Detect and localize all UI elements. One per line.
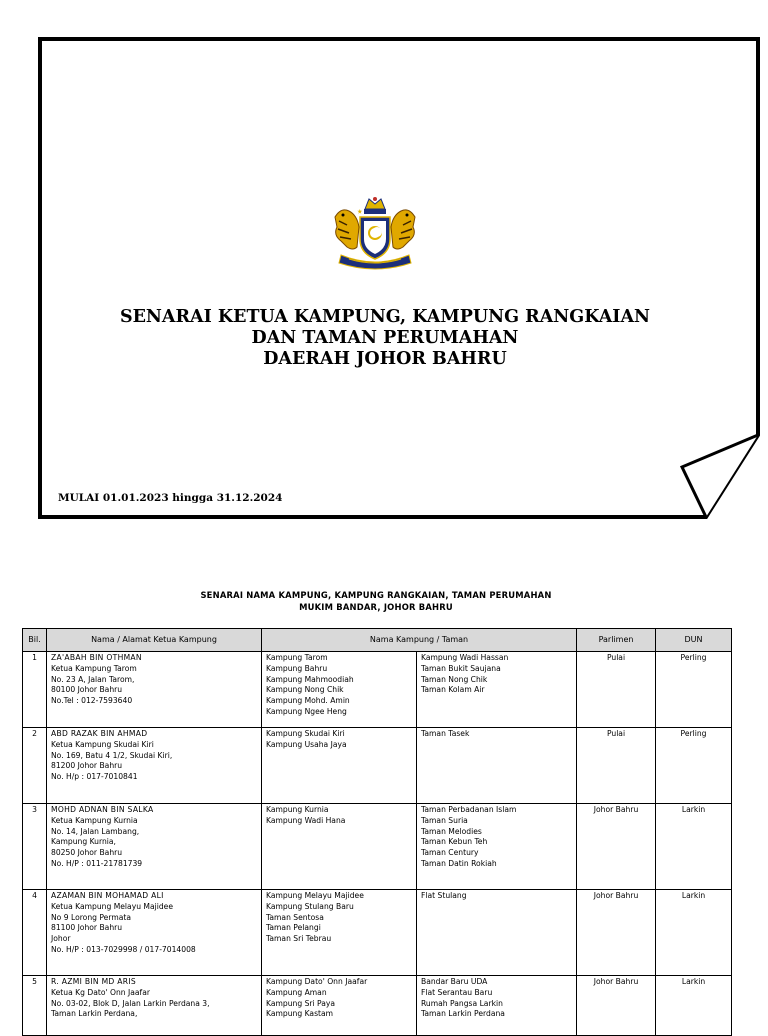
cell-line: No.Tel : 012-7593640 [51,696,133,706]
kampung-cell [262,728,417,804]
cell-line: Kampung Kurnia, [51,837,116,847]
cell-line: No 9 Lorong Permata [51,912,132,922]
bil-cell: 1 [23,652,47,728]
cell-line: No. 23 A, Jalan Tarom, [51,674,135,684]
cell-line: Kampung Aman [266,987,327,997]
cell-line: Kampung Kastam [266,1009,334,1019]
cell-line: Taman Tasek [421,729,470,738]
cell-line: Bandar Baru UDA [421,977,488,986]
cell-line: Johor [51,934,71,944]
cover-title [38,307,732,370]
list-title [0,589,752,613]
cell-line: Flat Serantau Baru [421,987,493,997]
ketua-cell [47,728,262,804]
taman-cell [417,804,577,890]
cell-line: 81200 Johor Bahru [51,761,123,771]
cell-line: 81100 Johor Bahru [51,923,123,933]
ketua-cell [47,890,262,976]
period-label: MULAI 01.01.2023 hingga 31.12.2024 [58,492,283,504]
cell-line: Kampung Mahmoodiah [266,674,354,684]
cell-line: Taman Century [421,848,479,858]
kampung-cell [262,890,417,976]
cover-title-line-3: DAERAH JOHOR BAHRU [263,349,507,369]
cell-line: AZAMAN BIN MOHAMAD ALI [51,891,164,900]
cell-line: Kampung Wadi Hassan [421,653,509,662]
cell-line: Kampung Skudai Kiri [266,729,345,738]
cell-line: Taman Larkin Perdana, [51,1009,138,1019]
cell-line: Ketua Kg Dato' Onn Jaafar [51,987,150,997]
table-row [23,652,732,728]
cell-line: No. 03-02, Blok D, Jalan Larkin Perdana 3, [51,998,210,1008]
dun-cell: Perling [656,728,732,804]
cell-line: Ketua Kampung Kurnia [51,815,138,825]
taman-cell [417,728,577,804]
dun-cell: Perling [656,652,732,728]
ketua-cell [47,976,262,1036]
cell-line: Kampung Ngee Heng [266,706,347,716]
cell-line: Ketua Kampung Skudai Kiri [51,739,154,749]
cover-border [38,37,760,519]
cover-title-line-2: DAN TAMAN PERUMAHAN [251,328,519,348]
parlimen-cell: Pulai [577,728,656,804]
parlimen-cell: Johor Bahru [577,804,656,890]
cell-line: Kampung Stulang Baru [266,901,354,911]
taman-cell [417,976,577,1036]
cell-line: Flat Stulang [421,891,467,900]
parlimen-cell: Johor Bahru [577,976,656,1036]
cell-line: Kampung Sri Paya [266,998,336,1008]
header-parlimen: Parlimen [577,629,656,652]
kampung-cell [262,652,417,728]
bil-cell: 5 [23,976,47,1036]
cell-line: Taman Sentosa [266,912,324,922]
cell-line: 80100 Johor Bahru [51,685,123,695]
taman-cell [417,652,577,728]
dun-cell: Larkin [656,804,732,890]
cell-line: No. 14, Jalan Lambang, [51,826,140,836]
cell-line: R. AZMI BIN MD ARIS [51,977,137,986]
cell-line: Kampung Mohd. Amin [266,696,350,706]
cell-line: Kampung Melayu Majidee [266,891,364,900]
parlimen-cell: Pulai [577,652,656,728]
table-header-row [23,629,732,652]
cell-line: Taman Datin Rokiah [421,858,497,868]
bil-cell: 4 [23,890,47,976]
dun-cell: Larkin [656,890,732,976]
parlimen-cell: Johor Bahru [577,890,656,976]
header-ketua: Nama / Alamat Ketua Kampung [47,629,262,652]
cell-line: Ketua Kampung Tarom [51,663,137,673]
ketua-cell [47,652,262,728]
list-title-line-1: SENARAI NAMA KAMPUNG, KAMPUNG RANGKAIAN, TAMAN PERUMAHAN [200,590,552,600]
cell-line: Taman Larkin Perdana [421,1009,505,1019]
cell-line: Taman Melodies [421,826,482,836]
cover-frame [38,37,760,519]
cell-line: Taman Perbadanan Islam [421,805,517,814]
cell-line: Kampung Kurnia [266,805,329,814]
cell-line: No. H/p : 017-7010841 [51,772,138,782]
table-row [23,976,732,1036]
cell-line: No. 169, Batu 4 1/2, Skudai Kiri, [51,750,173,760]
cell-line: Kampung Tarom [266,653,328,662]
taman-cell [417,890,577,976]
table-row [23,804,732,890]
ketua-kampung-table [22,628,732,1036]
table-row [23,890,732,976]
cell-line: No. H/P : 011-21781739 [51,858,143,868]
header-kampung: Nama Kampung / Taman [262,629,577,652]
cell-line: Kampung Nong Chik [266,685,344,695]
bil-cell: 3 [23,804,47,890]
bil-cell: 2 [23,728,47,804]
cell-line: Taman Nong Chik [421,674,488,684]
cell-line: Kampung Wadi Hana [266,815,346,825]
cell-line: Taman Sri Tebrau [266,934,332,944]
header-bil: Bil. [23,629,47,652]
cell-line: Taman Kebun Teh [421,837,488,847]
ketua-cell [47,804,262,890]
cell-line: Taman Bukit Saujana [421,663,501,673]
cell-line: Taman Suria [421,815,468,825]
table-row [23,728,732,804]
johor-coat-of-arms-icon [327,195,423,273]
cell-line: Rumah Pangsa Larkin [421,998,503,1008]
cell-line: Taman Kolam Air [421,685,485,695]
cell-line: Kampung Dato' Onn Jaafar [266,977,368,986]
cell-line: ABD RAZAK BIN AHMAD [51,729,148,738]
kampung-cell [262,804,417,890]
cell-line: No. H/P : 013-7029998 / 017-7014008 [51,944,196,954]
cell-line: 80250 Johor Bahru [51,848,123,858]
cell-line: MOHD ADNAN BIN SALKA [51,805,154,814]
cell-line: ZA'ABAH BIN OTHMAN [51,653,142,662]
cell-line: Kampung Usaha Jaya [266,739,347,749]
cell-line: Ketua Kampung Melayu Majidee [51,901,174,911]
cell-line: Kampung Bahru [266,663,328,673]
cover-title-line-1: SENARAI KETUA KAMPUNG, KAMPUNG RANGKAIAN [119,307,651,327]
list-title-line-2: MUKIM BANDAR, JOHOR BAHRU [299,602,453,612]
header-dun: DUN [656,629,732,652]
kampung-cell [262,976,417,1036]
dun-cell: Larkin [656,976,732,1036]
cell-line: Taman Pelangi [266,923,321,933]
